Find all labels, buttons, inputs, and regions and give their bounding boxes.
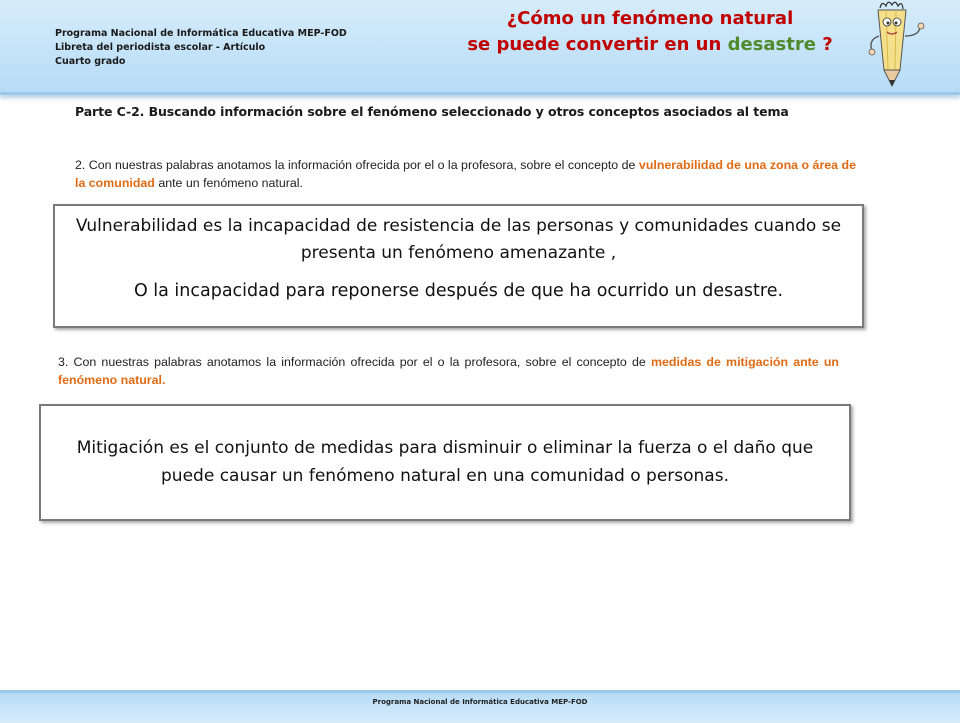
question-2-text: 2. Con nuestras palabras anotamos la información ofrecida por el o la profesora, sobre el concepto de <box>75 158 639 172</box>
question-2 <box>75 156 856 192</box>
grade-label: Cuarto grado <box>55 56 126 67</box>
section-heading: Parte C-2. Buscando información sobre el fenómeno seleccionado y otros conceptos asociados al tema <box>75 104 789 119</box>
notebook-name: Libreta del periodista escolar - Artículo <box>55 42 266 53</box>
title-highlight-word: desastre <box>727 34 816 55</box>
question-2-highlight: vulnerabilidad de una zona o área de la comunidad <box>75 158 856 190</box>
answer-3-text: Mitigación es el conjunto de medidas para disminuir o eliminar la fuerza o el daño que puede causar un fenómeno natural en una comunidad o personas. <box>76 438 814 486</box>
question-3 <box>58 353 839 389</box>
question-3-highlight: medidas de mitigación ante un fenómeno natural. <box>58 355 839 387</box>
title-line-2-start: se puede convertir en un <box>467 34 728 55</box>
answer-2-box <box>53 204 864 328</box>
footer-text: Programa Nacional de Informática Educativa MEP-FOD <box>372 698 588 706</box>
pencil-character-icon <box>858 0 930 92</box>
answer-2-line-1: Vulnerabilidad es la incapacidad de resistencia de las personas y comunidades cuando se presenta un fenómeno amenazante , <box>75 216 842 263</box>
page-title <box>440 6 860 58</box>
program-name: Programa Nacional de Informática Educativa MEP-FOD <box>55 28 347 39</box>
title-line-2-end: ? <box>815 34 833 55</box>
footer-band <box>0 690 960 723</box>
title-line-2 <box>440 32 860 58</box>
header-band <box>0 0 960 95</box>
answer-3-box <box>39 404 851 521</box>
question-3-text: 3. Con nuestras palabras anotamos la información ofrecida por el o la profesora, sobre el concepto de <box>58 355 651 369</box>
question-2-end: ante un fenómeno natural. <box>154 176 303 190</box>
title-line-1: ¿Cómo un fenómeno natural <box>506 8 794 29</box>
answer-2-line-2: O la incapacidad para reponerse después de que ha ocurrido un desastre. <box>133 281 784 301</box>
header-meta <box>55 27 347 69</box>
